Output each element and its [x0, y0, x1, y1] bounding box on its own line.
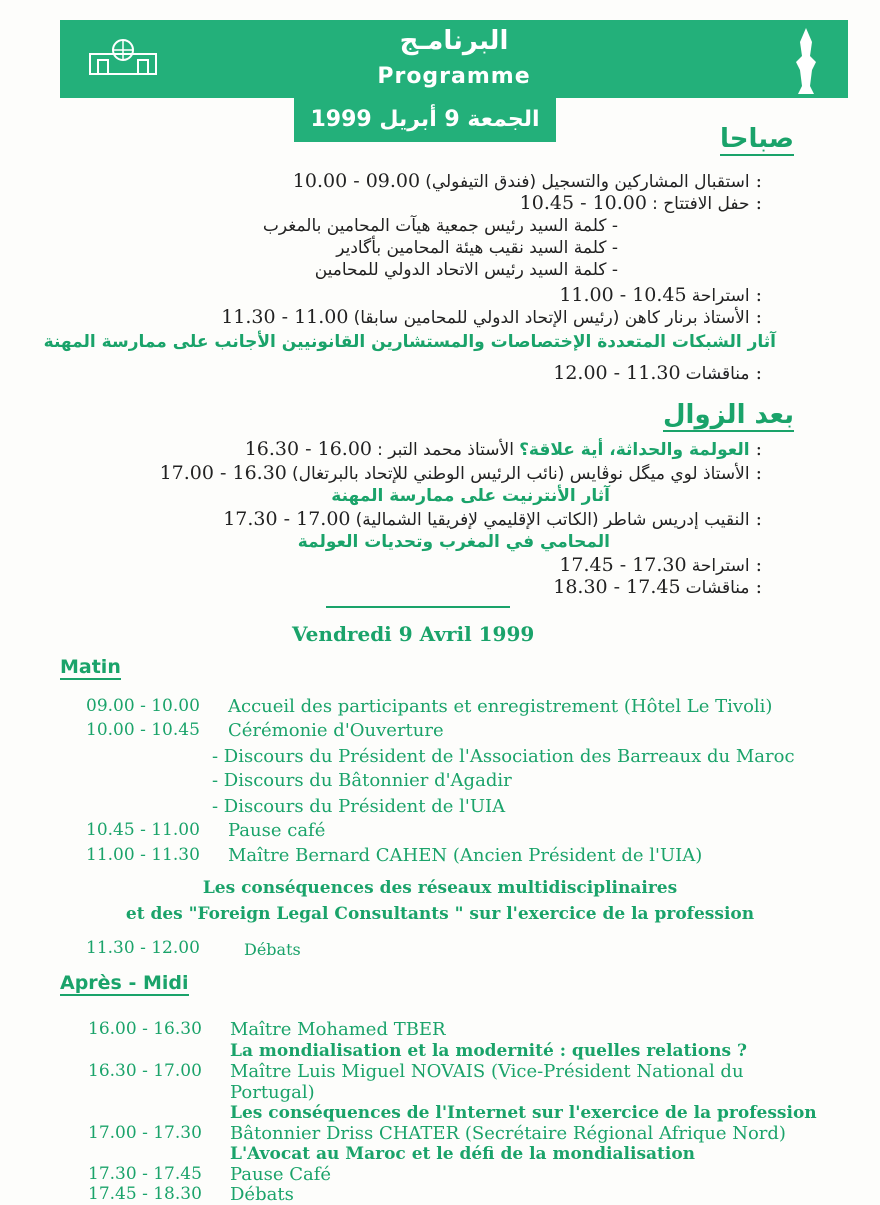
fr-time: 11.30 - 12.00: [86, 938, 200, 958]
fr-text: Accueil des participants et enregistrement (Hôtel Le Tivoli): [228, 696, 773, 717]
fr-theme: La mondialisation et la modernité : quelles relations ?: [230, 1041, 747, 1061]
ar-row-text: استراحة: [691, 556, 750, 576]
ar-row-text: حفل الافتتاح :: [652, 194, 750, 214]
fr-time: 10.45 - 11.00: [86, 820, 200, 840]
fr-text: Maître Mohamed TBER: [230, 1019, 446, 1040]
ar-row-text: استراحة: [691, 286, 750, 306]
fr-time: 10.00 - 10.45: [86, 720, 200, 740]
section-morning-ar: صباحا: [719, 124, 794, 154]
ar-row: [221, 306, 762, 328]
fr-time: 17.45 - 18.30: [88, 1184, 202, 1204]
ar-theme: آثار الشبكات المتعددة الإختصاصات والمستشارين القانونيين الأجانب على ممارسة المهنة: [43, 332, 776, 352]
ar-row: [223, 508, 762, 530]
fr-text: Pause café: [228, 820, 326, 841]
fr-subitem: - Discours du Bâtonnier d'Agadir: [212, 770, 512, 791]
ar-row: [160, 462, 762, 484]
fr-text: Débats: [244, 940, 301, 959]
fr-time: 16.30 - 17.00: [88, 1061, 202, 1081]
fr-theme: L'Avocat au Maroc et le défi de la mondialisation: [230, 1144, 696, 1164]
fr-subitem: - Discours du Président de l'Association des Barreaux du Maroc: [212, 746, 795, 767]
argan-figure-icon: [792, 26, 820, 100]
ar-row-time: 16.30 - 17.00 :: [159, 462, 762, 484]
ar-subitem: - كلمة السيد رئيس الاتحاد الدولي للمحامين: [314, 260, 618, 280]
fr-theme: Les conséquences de l'Internet sur l'exercice de la profession: [230, 1103, 817, 1123]
header-band: [60, 20, 848, 98]
fr-theme-line2: et des "Foreign Legal Consultants " sur l'exercice de la profession: [125, 904, 755, 924]
section-afternoon-fr: Après - Midi: [60, 972, 189, 994]
ar-theme: المحامي في المغرب وتحديات العولمة: [297, 532, 610, 552]
ar-subitem: - كلمة السيد رئيس جمعية هيآت المحامين بالمغرب: [262, 216, 618, 236]
ar-row-time: 17.30 - 17.45 :: [559, 554, 762, 576]
fr-time: 11.00 - 11.30: [86, 845, 200, 865]
ar-row-text: مناقشات: [685, 578, 750, 598]
ar-row-text: مناقشات: [685, 364, 750, 384]
header-title-ar: البرنامـج: [399, 26, 509, 56]
fr-time: 17.30 - 17.45: [88, 1164, 202, 1184]
ar-row-time: 17.45 - 18.30 :: [553, 576, 762, 598]
ar-row-time: 10.45 - 11.00 :: [559, 284, 762, 306]
ar-row: [559, 284, 762, 306]
ar-row: [553, 576, 762, 598]
ar-row: [559, 554, 762, 576]
ar-row-time: 17.00 - 17.30 :: [223, 508, 762, 530]
fr-text: Maître Bernard CAHEN (Ancien Président de l'UIA): [228, 845, 703, 866]
ar-row-time: 10.00 - 10.45 :: [519, 192, 762, 214]
ar-row-text: النقيب إدريس شاطر (الكاتب الإقليمي لإفريقيا الشمالية): [355, 510, 750, 530]
header-title-fr: Programme: [377, 64, 531, 89]
ar-row: [245, 438, 762, 460]
fr-text: Pause Café: [230, 1164, 332, 1185]
fr-subitem: - Discours du Président de l'UIA: [212, 796, 506, 817]
ar-row-time: 09.00 - 10.00 :: [292, 170, 762, 192]
fr-text: Débats: [230, 1184, 294, 1205]
ar-row-text: الأستاذ محمد التبر :: [377, 440, 514, 460]
date-ar: الجمعة 9 أبريل 1999: [294, 98, 556, 142]
section-divider: [326, 606, 510, 608]
fr-time: 17.00 - 17.30: [88, 1123, 202, 1143]
ar-row-text: الأستاذ لوي ميگل نوڤايس (نائب الرئيس الوطني للإتحاد بالبرتغال): [292, 464, 750, 484]
section-morning-fr: Matin: [60, 656, 121, 678]
ar-row-time: 11.00 - 11.30 :: [221, 306, 762, 328]
ar-theme: آثار الأنترنيت على ممارسة المهنة: [331, 486, 610, 506]
ar-row-text: الأستاذ برنار كاهن (رئيس الإتحاد الدولي للمحامين سابقا): [353, 308, 750, 328]
ar-row: [553, 362, 762, 384]
fr-time: 16.00 - 16.30: [88, 1019, 202, 1039]
fr-text-cont: Portugal): [230, 1082, 315, 1103]
fr-text: Bâtonnier Driss CHATER (Secrétaire Régional Afrique Nord): [230, 1123, 786, 1144]
fr-time: 09.00 - 10.00: [86, 696, 200, 716]
section-afternoon-ar: بعد الزوال: [663, 400, 794, 430]
ar-subitem: - كلمة السيد نقيب هيئة المحامين بأگادير: [336, 238, 618, 258]
date-fr: Vendredi 9 Avril 1999: [292, 622, 535, 646]
ar-row-bold: العولمة والحداثة، أية علاقة؟: [519, 440, 750, 460]
ar-row-time: 11.30 - 12.00 :: [553, 362, 762, 384]
fr-text: Cérémonie d'Ouverture: [228, 720, 444, 741]
fr-theme-line1: Les conséquences des réseaux multidisciplinaires: [202, 878, 678, 898]
ar-row: [293, 170, 762, 192]
fr-text: Maître Luis Miguel NOVAIS (Vice-Président National du: [230, 1061, 744, 1082]
ar-row: [520, 192, 762, 214]
ar-row-time: 16.00 - 16.30 :: [244, 438, 762, 460]
ar-row-text: استقبال المشاركين والتسجيل (فندق التيفولي): [425, 172, 750, 192]
